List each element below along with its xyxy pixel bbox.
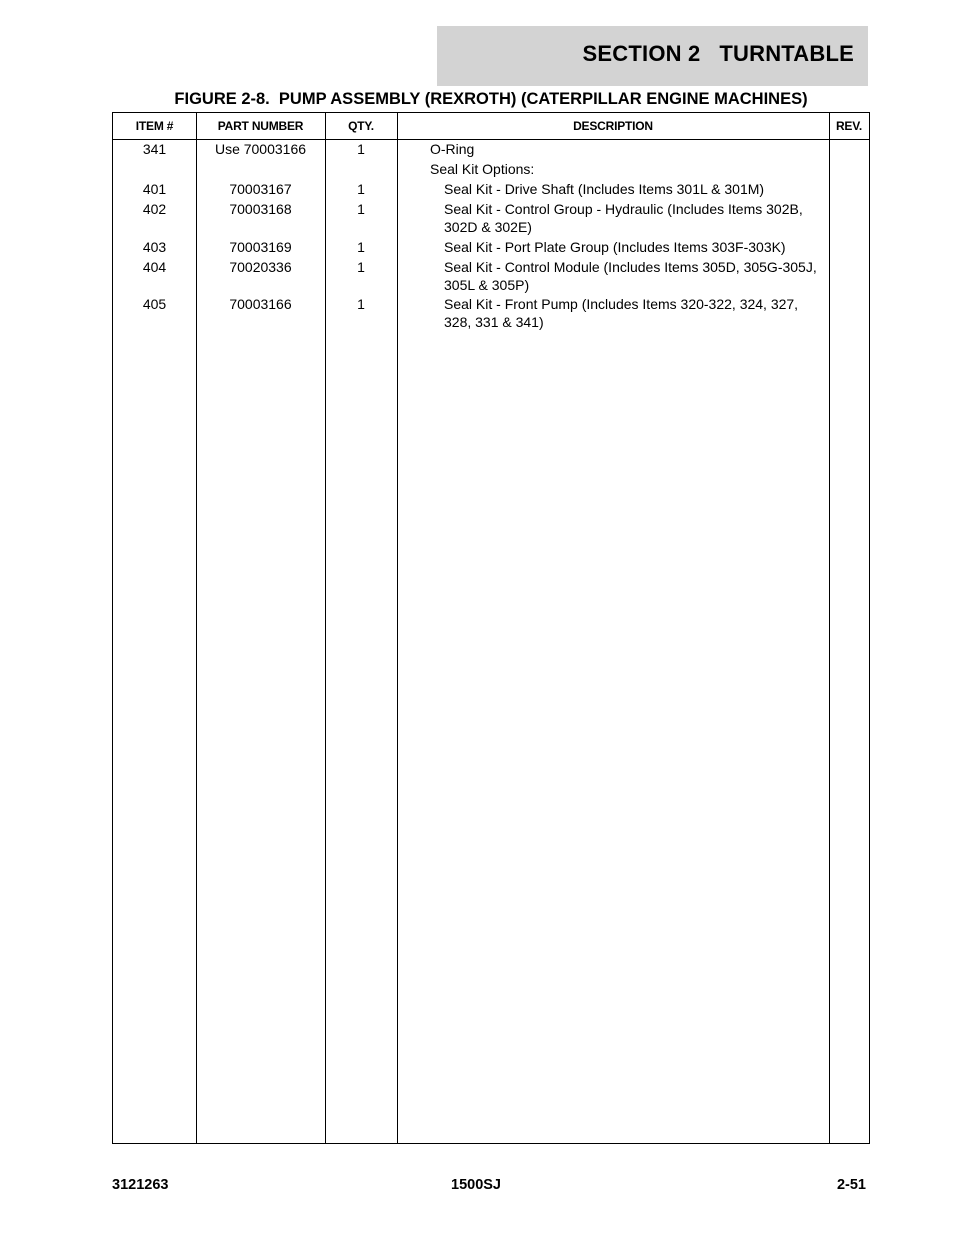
header-rev: REV. (835, 119, 863, 133)
quantity: 1 (357, 141, 365, 157)
part-number: 70020336 (229, 259, 292, 275)
header-description: DESCRIPTION (573, 119, 653, 133)
section-header-band (437, 26, 868, 86)
description: Seal Kit - Drive Shaft (Includes Items 301L & 301M) (444, 181, 765, 197)
item-number: 405 (142, 296, 167, 312)
footer-page-number: 2-51 (836, 1177, 866, 1193)
part-number: 70003167 (229, 181, 292, 197)
part-number: Use 70003166 (214, 141, 307, 157)
item-number: 341 (142, 141, 167, 157)
item-number: 402 (142, 201, 167, 217)
footer-model: 1500SJ (451, 1177, 501, 1193)
part-number: 70003166 (229, 296, 292, 312)
section-title: SECTION 2 TURNTABLE (582, 41, 854, 66)
parts-table (112, 112, 870, 1144)
item-number: 401 (142, 181, 167, 197)
quantity: 1 (357, 296, 365, 312)
item-number: 403 (142, 239, 167, 255)
description: Seal Kit - Control Module (Includes Items 305D, 305G-305J, 305L & 305P) (444, 259, 817, 293)
description: Seal Kit Options: (430, 161, 535, 177)
column-divider (829, 113, 830, 1143)
quantity: 1 (357, 239, 365, 255)
description: Seal Kit - Port Plate Group (Includes Items 303F-303K) (444, 239, 786, 255)
header-qty: QTY. (348, 119, 374, 133)
figure-title: FIGURE 2-8. PUMP ASSEMBLY (REXROTH) (CATERPILLAR ENGINE MACHINES) (174, 90, 808, 108)
quantity: 1 (357, 259, 365, 275)
footer-doc-number: 3121263 (112, 1177, 169, 1193)
description: O-Ring (430, 141, 475, 157)
part-number: 70003168 (229, 201, 292, 217)
description: Seal Kit - Control Group - Hydraulic (Includes Items 302B, 302D & 302E) (444, 201, 803, 235)
part-number: 70003169 (229, 239, 292, 255)
quantity: 1 (357, 201, 365, 217)
item-number: 404 (142, 259, 167, 275)
description: Seal Kit - Front Pump (Includes Items 320-322, 324, 327, 328, 331 & 341) (444, 296, 799, 330)
quantity: 1 (357, 181, 365, 197)
column-divider (397, 113, 398, 1143)
header-item: ITEM # (135, 119, 174, 133)
header-part-number: PART NUMBER (217, 119, 304, 133)
